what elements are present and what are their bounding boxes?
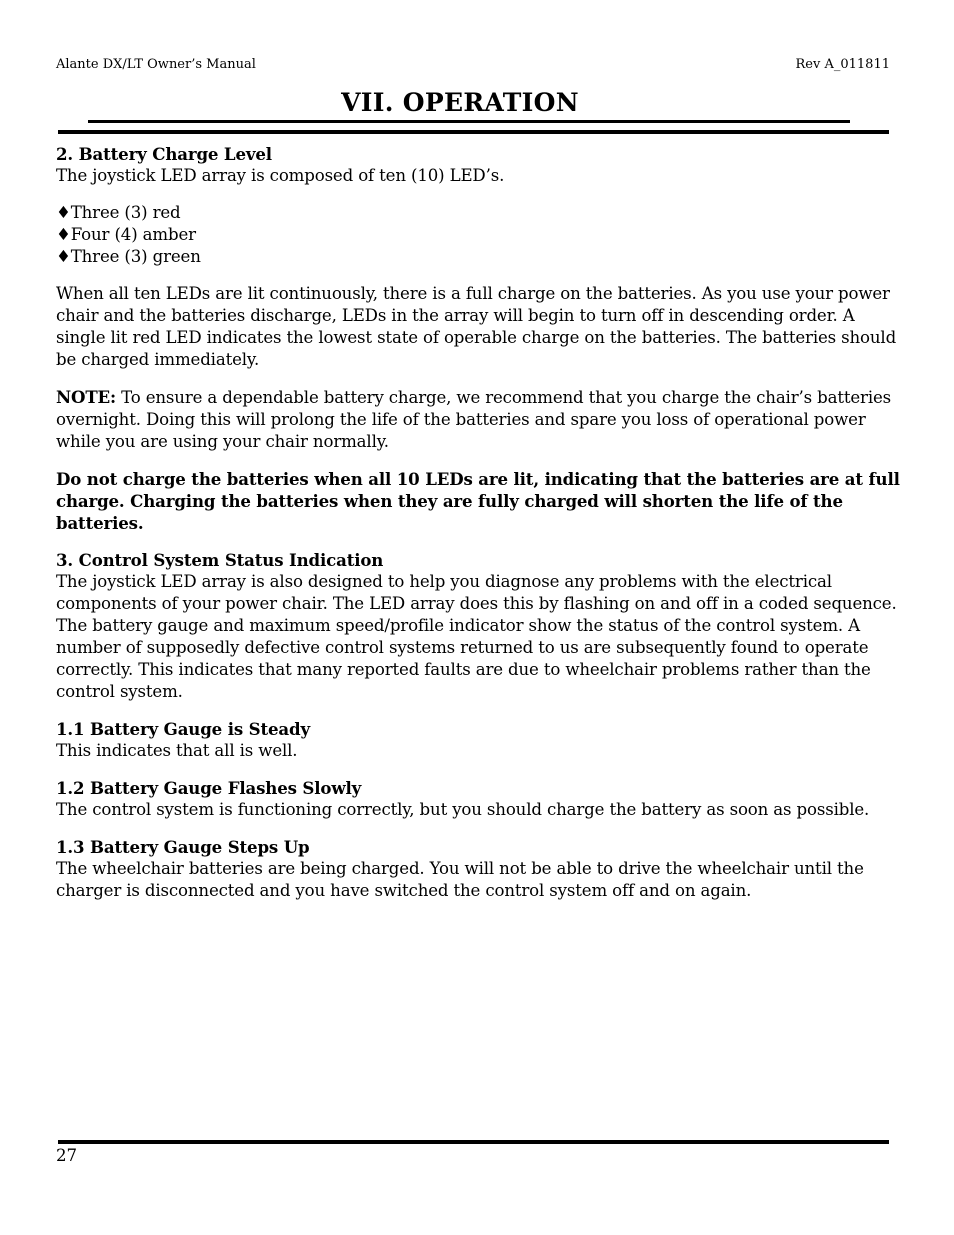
chapter-title: VII. OPERATION [341,88,579,117]
battery-charge-intro: The joystick LED array is composed of ten (10) LED’s. [56,166,505,185]
section-heading-gauge-steps: 1.3 Battery Gauge Steps Up [56,837,310,857]
section-heading-gauge-slow: 1.2 Battery Gauge Flashes Slowly [56,778,362,798]
note-label: NOTE: [56,387,116,407]
charging-warning: Do not charge the batteries when all 10 LEDs are lit, indicating that the batteries are at full charge. Charging the batteries when they are fully charged will shorten the life of the batteries. [56,469,900,533]
section-heading-gauge-steady: 1.1 Battery Gauge is Steady [56,719,310,739]
page-number: 27 [56,1146,78,1165]
battery-charge-description: When all ten LEDs are lit continuously, there is a full charge on the batteries. As you use your power chair and the batteries discharge, LEDs in the array will begin to turn off in descending order. A single lit red LED indicates the lowest state of operable charge on the batteries. The batteries should be charged immediately. [56,284,897,369]
running-header [56,57,890,72]
list-item: ♦Four (4) amber [56,225,196,244]
gauge-slow-text: The control system is functioning correctly, but you should charge the battery as soon as possible. [56,800,870,819]
footer-rule [58,1140,889,1144]
note-paragraph [56,386,901,453]
manual-title: Alante DX/LT Owner’s Manual [56,57,256,72]
gauge-steady-section [56,718,901,762]
gauge-steady-text: This indicates that all is well. [56,741,298,760]
control-status-text: The joystick LED array is also designed to help you diagnose any problems with the electrical components of your power chair. The LED array does this by flashing on and off in a coded sequence. The battery gauge and maximum speed/profile indicator show the status of the control system. A number of supposedly defective control systems returned to us are subsequently found to operate correctly. This indicates that many reported faults are due to wheelchair problems rather than the control system. [56,572,897,701]
page-content [56,143,901,917]
list-item: ♦Three (3) green [56,247,201,266]
led-color-list [56,202,901,268]
title-underline [88,120,850,123]
section-heading-control-status: 3. Control System Status Indication [56,550,384,570]
battery-charge-section [56,143,901,187]
header-rule [58,130,889,134]
section-heading-battery-charge: 2. Battery Charge Level [56,144,272,164]
gauge-steps-section [56,836,901,902]
gauge-steps-text: The wheelchair batteries are being charged. You will not be able to drive the wheelchair until the charger is disconnected and you have switched the control system off and on again. [56,859,864,900]
revision-label: Rev A_011811 [795,57,890,72]
list-item: ♦Three (3) red [56,203,181,222]
control-status-section [56,549,901,703]
gauge-slow-section [56,777,901,821]
note-text: To ensure a dependable battery charge, we recommend that you charge the chair’s batteries overnight. Doing this will prolong the life of the batteries and spare you loss of operational power while you are using your chair normally. [56,388,892,451]
